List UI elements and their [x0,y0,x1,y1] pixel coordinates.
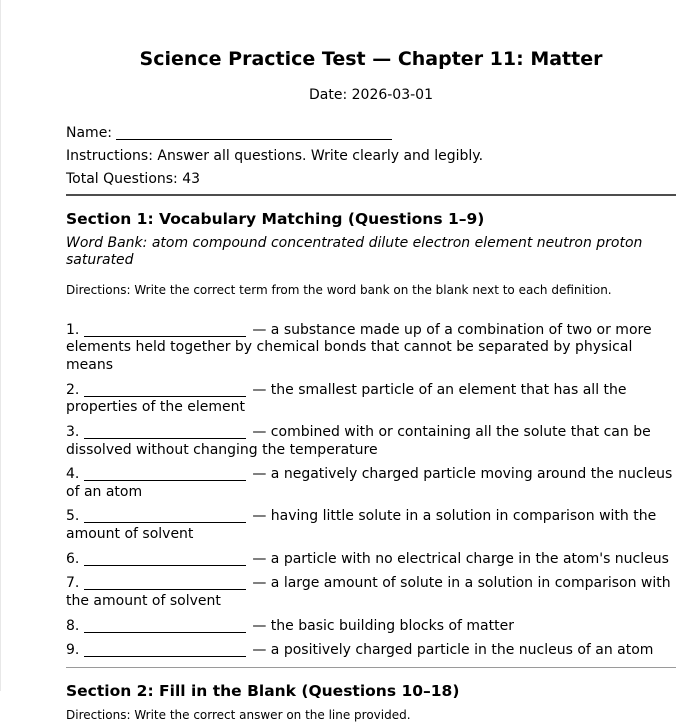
question-item [66,381,676,417]
section1-directions: Directions: Write the correct term from the word bank on the blank next to each definition. [66,282,612,297]
question-definition: — a substance made up of a combination of two or more elements held together by chemical bonds that cannot be separated by physical means [66,321,652,374]
question-number: 4. [66,466,80,483]
question-definition: — the basic building blocks of matter [252,617,514,634]
question-item [66,423,676,459]
question-item [66,321,676,375]
question-number: 3. [66,423,80,440]
question-number: 8. [66,617,80,634]
question-number: 7. [66,575,80,592]
answer-blank [84,465,246,481]
instructions-line: Instructions: Answer all questions. Write clearly and legibly. [66,147,484,164]
answer-blank [84,550,246,566]
question-number: 9. [66,642,80,659]
question-item [66,550,676,569]
question-definition: — a positively charged particle in the nucleus of an atom [252,642,654,659]
header-divider [66,194,676,196]
page-title: Science Practice Test — Chapter 11: Matter [139,48,603,70]
question-definition: — combined with or containing all the solute that can be dissolved without changing the temperature [66,423,651,458]
question-number: 1. [66,321,80,338]
section2-heading: Section 2: Fill in the Blank (Questions 10–18) [66,681,460,700]
question-definition: — a large amount of solute in a solution in comparison with the amount of solvent [66,575,671,609]
question-item [66,574,676,610]
total-questions-line: Total Questions: 43 [66,170,201,187]
question-item [66,507,676,543]
question-definition: — having little solute in a solution in comparison with the amount of solvent [66,508,657,543]
section1-heading: Section 1: Vocabulary Matching (Questions 1–9) [66,209,485,228]
word-bank: Word Bank: atom compound concentrated dilute electron element neutron proton saturated [66,234,643,268]
answer-blank [84,617,246,633]
question-item [66,465,676,501]
name-answer-blank [116,124,392,140]
section2-directions: Directions: Write the correct answer on the line provided. [66,707,411,722]
date-line: Date: 2026-03-01 [309,86,433,103]
question-number: 5. [66,508,80,525]
answer-blank [84,574,246,590]
name-label: Name: [66,124,113,141]
question-list [66,321,676,660]
section-divider [66,667,676,668]
question-definition: — a particle with no electrical charge in the atom's nucleus [252,550,669,567]
answer-blank [84,507,246,523]
answer-blank [84,321,246,337]
question-number: 2. [66,381,80,398]
question-definition: — a negatively charged particle moving around the nucleus of an atom [66,466,673,500]
answer-blank [84,381,246,397]
answer-blank [84,641,246,657]
answer-blank [84,423,246,439]
question-definition: — the smallest particle of an element that has all the properties of the element [66,381,627,416]
name-line [66,124,676,141]
question-item [66,641,676,660]
question-number: 6. [66,550,80,567]
question-item [66,617,676,636]
